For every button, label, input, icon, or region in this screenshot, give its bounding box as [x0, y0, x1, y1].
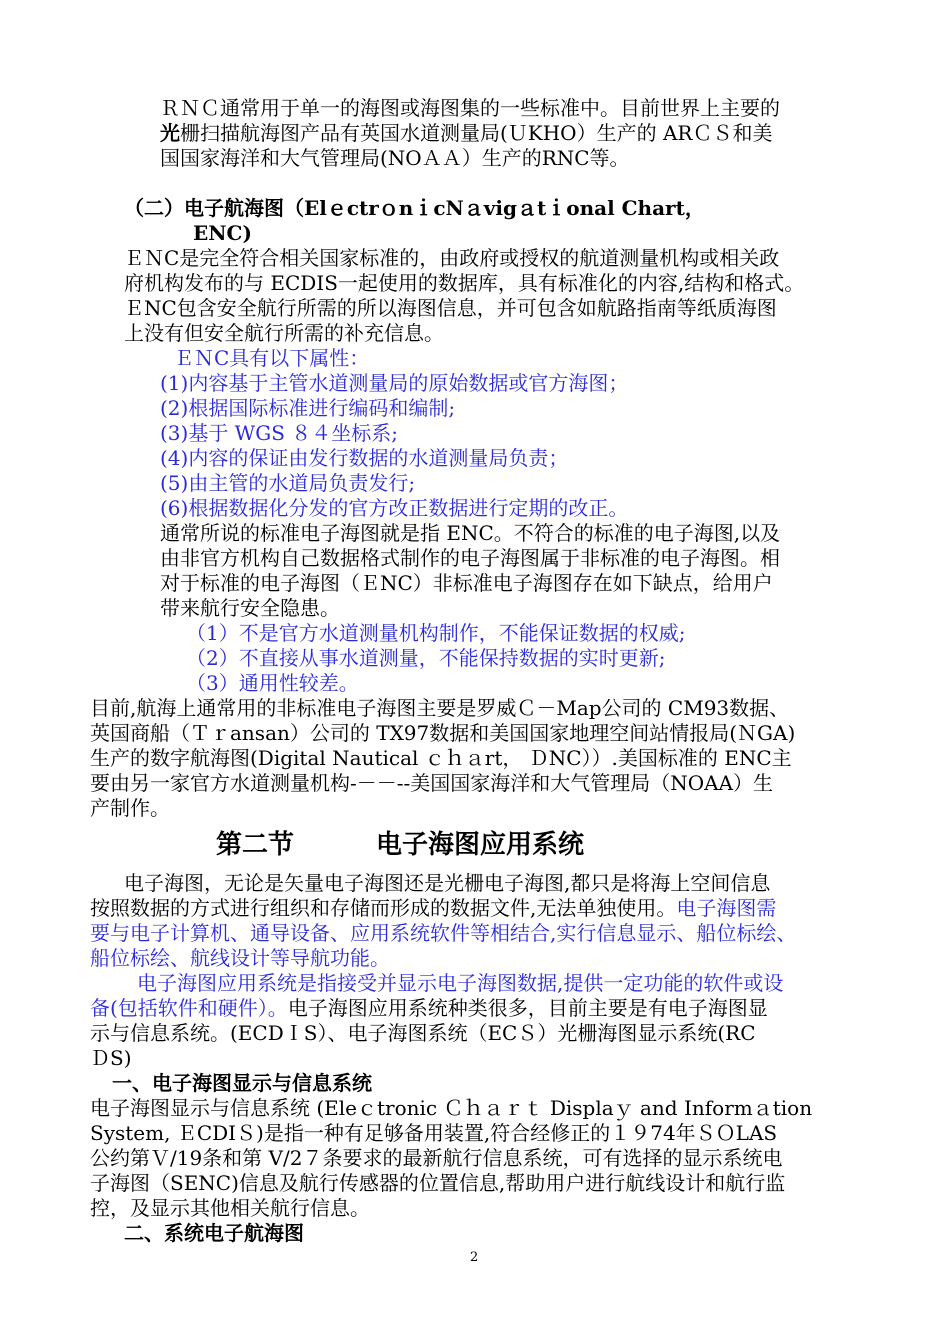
para-rnc-line-2 [160, 121, 772, 145]
para-std-line-2: 由非官方机构自己数据格式制作的电子海图属于非标准的电子海图。相 [160, 546, 780, 570]
para-app-line-2 [90, 896, 776, 920]
para-ecdis-line-3: 公约第Ｖ/19条和第 V/2７条要求的最新航行信息系统，可有选择的显示系统电 [90, 1146, 783, 1170]
para-rnc-line-1: ＲＮＣ通常用于单一的海图或海图集的一些标准中。目前世界上主要的 [160, 96, 780, 120]
para-enc-line-4: 上没有但安全航行所需的补充信息。 [124, 321, 444, 345]
attr-item-6: (6)根据数据化分发的官方改正数据进行定期的改正。 [160, 496, 629, 520]
para-app-line-1: 电子海图，无论是矢量电子海图还是光栅电子海图,都只是将海上空间信息 [124, 871, 771, 895]
section-title-number: 第二节 [216, 830, 295, 860]
para-enc-line-2: 府机构发布的与 ECDIS一起使用的数据库，具有标准化的内容,结构和格式。 [124, 271, 805, 295]
para-nonstd-line-4: 要由另一家官方水道测量机构-－－--美国国家海洋和大气管理局（NOAA）生 [90, 771, 774, 795]
para-system-line-4: ＤS) [90, 1046, 132, 1070]
para-ecdis-line-4: 子海图（SENC)信息及航行传感器的位置信息,帮助用户进行航线设计和航行监 [90, 1171, 786, 1195]
para-nonstd-line-5: 产制作。 [90, 796, 170, 820]
para-app-line-4: 船位标绘、航线设计等导航功能。 [90, 946, 390, 970]
attr-item-5: (5)由主管的水道局负责发行; [160, 471, 416, 495]
attr-intro: ＥＮC具有以下属性： [174, 346, 370, 370]
para-system-line-1: 电子海图应用系统是指接受并显示电子海图数据,提供一定功能的软件或设 [137, 971, 784, 995]
attr-item-4: (4)内容的保证由发行数据的水道测量局负责； [160, 446, 569, 470]
para-enc-line-1: ＥＮC是完全符合相关国家标准的，由政府或授权的航道测量机构或相关政 [124, 246, 780, 270]
subheading-ecdis: 一、电子海图显示与信息系统 [112, 1071, 372, 1095]
subheading-system-enc: 二、系统电子航海图 [124, 1221, 304, 1245]
para-system-line-2 [90, 996, 768, 1020]
para-rnc-line-3: 国国家海洋和大气管理局(NOＡＡ）生产的RNC等。 [160, 146, 630, 170]
defect-item-2: （2）不直接从事水道测量，不能保持数据的实时更新; [186, 646, 666, 670]
para-rnc-line-2-text: 栅扫描航海图产品有英国水道测量局(ＵKHO）生产的 ARＣＳ和美 [180, 121, 773, 145]
para-enc-line-3: ＥNC包含安全航行所需的所以海图信息，并可包含如航路指南等纸质海图 [124, 296, 777, 320]
para-std-line-3: 对于标准的电子海图（ＥNC）非标准电子海图存在如下缺点，给用户 [160, 571, 773, 595]
page-number: 2 [470, 1250, 479, 1265]
defect-item-1: （1）不是官方水道测量机构制作，不能保证数据的权威; [186, 621, 686, 645]
bold-char: 光 [160, 121, 180, 145]
section-title-text: 电子海图应用系统 [376, 830, 585, 860]
para-app-line-3: 要与电子计算机、通导设备、应用系统软件等相结合,实行信息显示、船位标绘、 [90, 921, 797, 945]
heading-enc-line-1: （二）电子航海图（ElｅctrｏnｉcNａvigａtｉonal Chart， [124, 196, 705, 220]
para-ecdis-line-1: 电子海图显示与信息系统 (Eleｃtronic Ｃｈａｒｔ Displaｙ and Informａtion [90, 1096, 813, 1120]
para-system-line-2-blue: 备(包括软件和硬件）。 [90, 996, 288, 1020]
para-app-line-2-text: 按照数据的方式进行组织和存储而形成的数据文件,无法单独使用。 [90, 896, 677, 920]
attr-item-3: (3)基于 WGS ８４坐标系; [160, 421, 399, 445]
attr-item-1: (1)内容基于主管水道测量局的原始数据或官方海图； [160, 371, 629, 395]
para-std-line-4: 带来航行安全隐患。 [160, 596, 340, 620]
para-nonstd-line-3: 生产的数字航海图(Digital Nautical ｃｈａrt， ＤNC））.美国标准的 ENC主 [90, 746, 792, 770]
defect-item-3: （3）通用性较差。 [186, 671, 359, 695]
attr-item-2: (2)根据国际标准进行编码和编制; [160, 396, 456, 420]
para-ecdis-line-2: System, ＥCDIＳ)是指一种有足够备用装置,符合经修正的１９74年ＳＯLAS [90, 1121, 778, 1145]
para-ecdis-line-5: 控，及显示其他相关航行信息。 [90, 1196, 370, 1220]
para-app-line-2-blue: 电子海图需 [676, 896, 777, 920]
para-system-line-2-text: 电子海图应用系统种类很多，目前主要是有电子海图显 [287, 996, 768, 1020]
heading-enc-line-2: ENC) [193, 221, 252, 245]
para-nonstd-line-1: 目前,航海上通常用的非标准电子海图主要是罗威Ｃ－Map公司的 CM93数据、 [90, 696, 790, 720]
para-std-line-1: 通常所说的标准电子海图就是指 ENC。不符合的标准的电子海图,以及 [160, 521, 781, 545]
para-nonstd-line-2: 英国商船（Ｔｒansan）公司的 TX97数据和美国国家地理空间站情报局(ＮGA) [90, 721, 796, 745]
para-system-line-3: 示与信息系统。(ECDＩS）、电子海图系统（ECＳ）光栅海图显示系统(RC [90, 1021, 756, 1045]
